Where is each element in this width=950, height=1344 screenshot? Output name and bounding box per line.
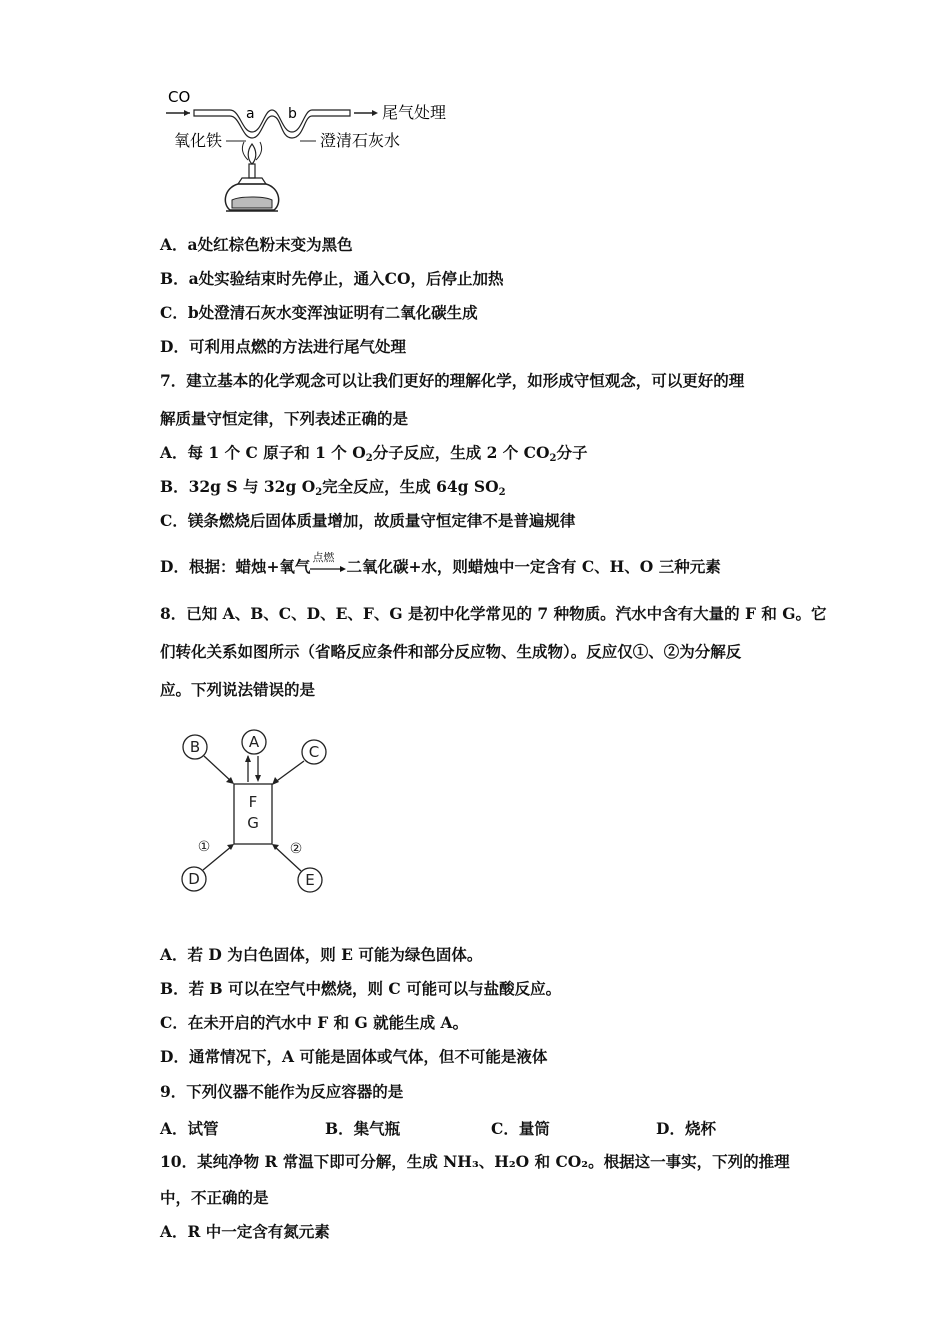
q8-option-a: A．若 D 为白色固体，则 E 可能为绿色固体。: [160, 945, 483, 964]
q7-stem-line1: 7．建立基本的化学观念可以让我们更好的理解化学，如形成守恒观念，可以更好的理: [160, 371, 745, 390]
q9-option-b: B．集气瓶: [325, 1119, 401, 1138]
q9-option-a: A．试管: [160, 1119, 219, 1138]
q10-option-a: A．R 中一定含有氮元素: [160, 1222, 330, 1241]
co-reduction-apparatus: [160, 80, 460, 220]
co-label: CO: [168, 88, 191, 106]
label-c: C: [308, 743, 320, 761]
b-label: b: [288, 106, 297, 122]
q7-option-b: [160, 476, 506, 498]
label-e: E: [305, 871, 315, 889]
ignition-condition: 点燃: [312, 551, 335, 564]
limewater-label: 澄清石灰水: [320, 131, 401, 150]
q7-d-pre: D．根据：蜡烛+氧气: [160, 557, 311, 576]
q9-stem: 9．下列仪器不能作为反应容器的是: [160, 1082, 404, 1101]
q7-a-post: 分子: [556, 443, 588, 462]
q8-stem-line1: 8．已知 A、B、C、D、E、F、G 是初中化学常见的 7 种物质。汽水中含有大量的 F 和 G。它: [160, 604, 827, 623]
q8-option-d: D．通常情况下，A 可能是固体或气体，但不可能是液体: [160, 1047, 548, 1066]
q6-option-c: C．b处澄清石灰水变浑浊证明有二氧化碳生成: [160, 303, 478, 322]
q7-b-sub1: 2: [315, 487, 323, 498]
q9-option-c: C．量筒: [491, 1119, 550, 1138]
label-a: A: [248, 733, 260, 751]
q10-stem-line2: 中，不正确的是: [160, 1188, 269, 1207]
q7-a-sub2: 2: [549, 453, 557, 464]
q7-option-c: C．镁条燃烧后固体质量增加，故质量守恒定律不是普遍规律: [160, 511, 576, 530]
iron-oxide-label: 氧化铁: [174, 131, 223, 150]
q7-a-mid: 分子反应，生成 2 个 CO: [372, 443, 550, 462]
label-f: F: [248, 793, 258, 811]
label-g: G: [247, 814, 259, 832]
q8-stem-line3: 应。下列说法错误的是: [160, 680, 316, 699]
q6-option-a: A．a处红棕色粉末变为黑色: [160, 235, 353, 254]
q10-stem-line1: 10．某纯净物 R 常温下即可分解，生成 NH₃、H₂O 和 CO₂。根据这一事实，下列的推理: [160, 1152, 790, 1171]
q7-b-mid: 完全反应，生成 64g SO: [322, 477, 499, 496]
q7-d-post: 二氧化碳+水，则蜡烛中一定含有 C、H、O 三种元素: [346, 557, 721, 576]
label-reaction-2: ②: [289, 841, 303, 857]
q7-a-sub1: 2: [365, 453, 373, 464]
a-label: a: [246, 106, 255, 122]
q7-option-d: [160, 551, 721, 578]
label-reaction-1: ①: [197, 839, 211, 855]
tail-gas-label: 尾气处理: [382, 103, 447, 122]
q6-option-b: B．a处实验结束时先停止，通入CO，后停止加热: [160, 269, 504, 288]
conversion-diagram: [170, 722, 340, 902]
q8-stem-line2: 们转化关系如图所示（省略反应条件和部分反应物、生成物）。反应仅①、②为分解反: [160, 642, 742, 661]
q7-stem-line2: 解质量守恒定律，下列表述正确的是: [160, 409, 409, 428]
ignition-arrow: [310, 551, 346, 577]
label-b: B: [189, 738, 201, 756]
q7-b-sub2: 2: [498, 487, 506, 498]
q7-b-pre: B．32g S 与 32g O: [160, 477, 316, 496]
label-d: D: [188, 870, 200, 888]
q8-option-b: B．若 B 可以在空气中燃烧，则 C 可能可以与盐酸反应。: [160, 979, 562, 998]
q6-option-d: D．可利用点燃的方法进行尾气处理: [160, 337, 406, 356]
q7-a-pre: A．每 1 个 C 原子和 1 个 O: [160, 443, 366, 462]
q8-option-c: C．在未开启的汽水中 F 和 G 就能生成 A。: [160, 1013, 469, 1032]
q9-option-d: D．烧杯: [656, 1119, 716, 1138]
q7-option-a: [160, 442, 588, 464]
